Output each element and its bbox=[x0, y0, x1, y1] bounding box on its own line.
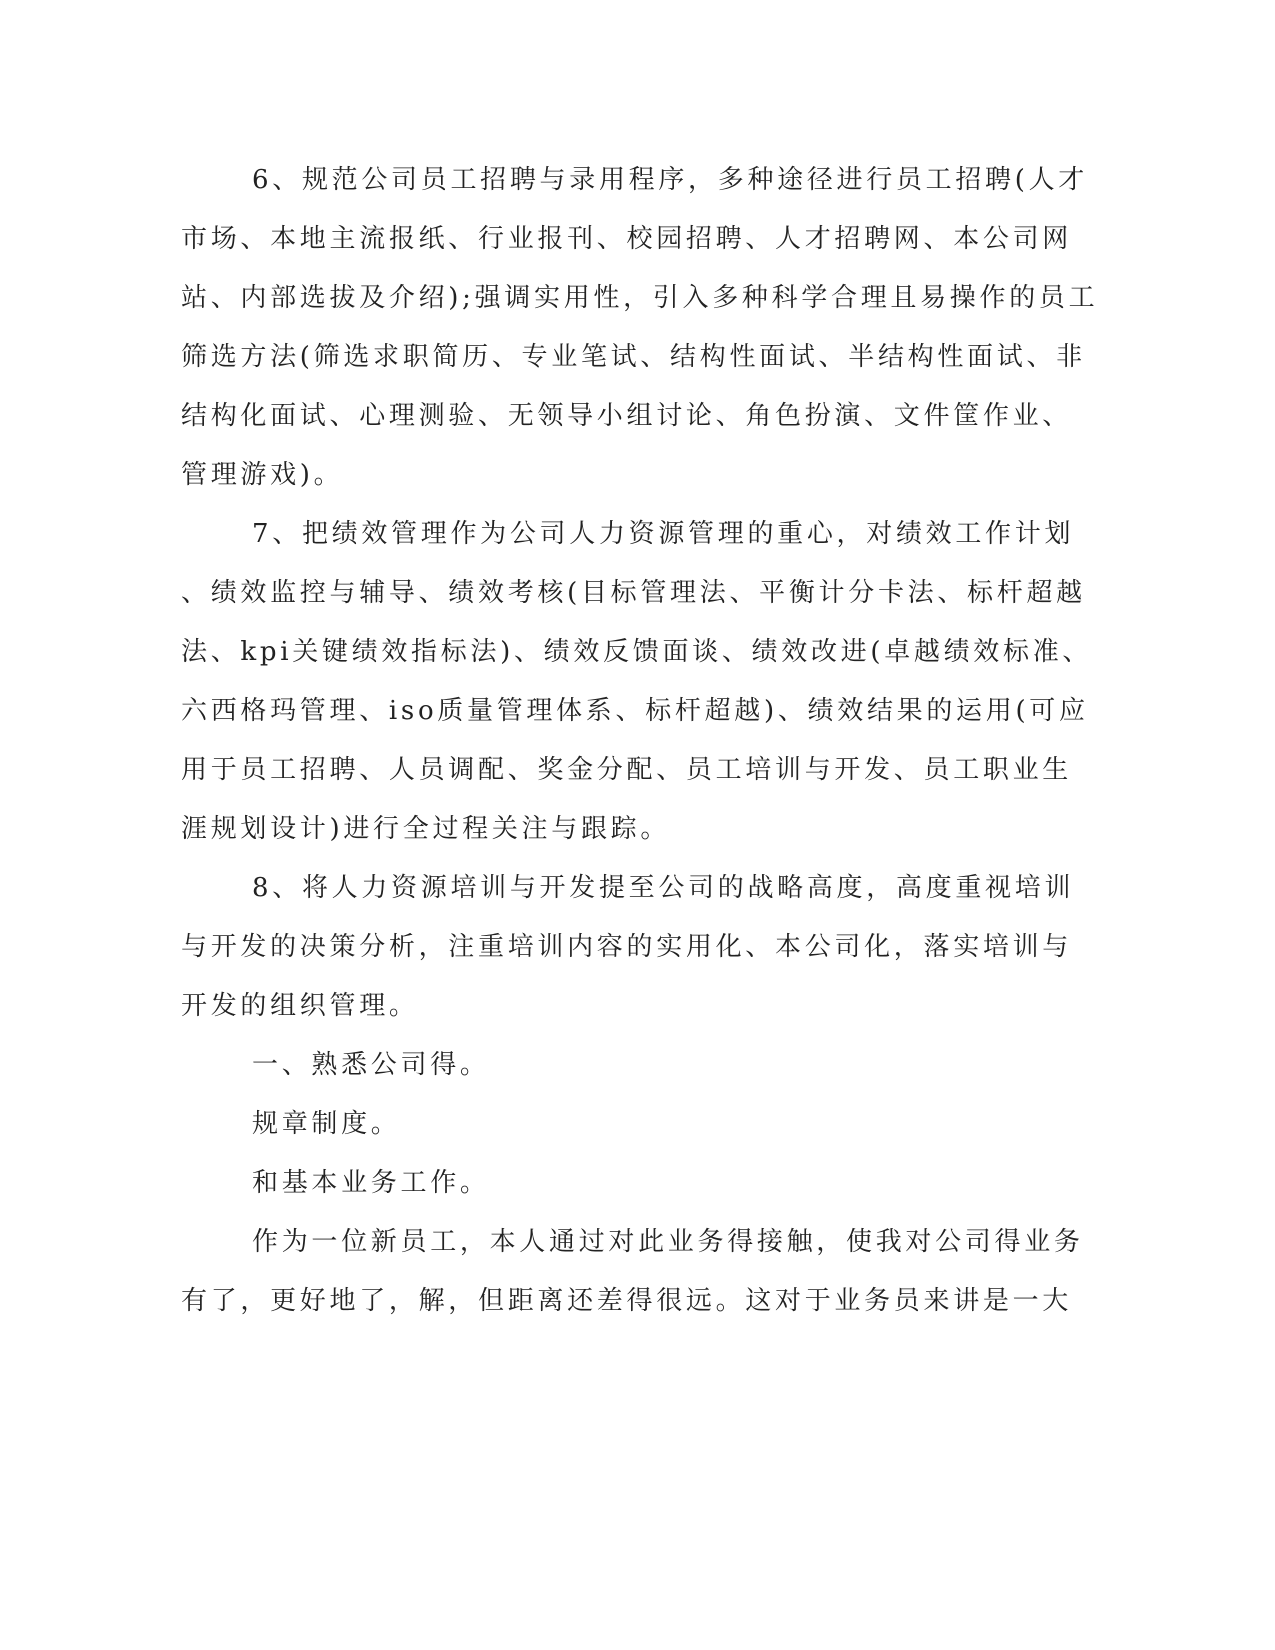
paragraph-7-line-4: 六西格玛管理、iso质量管理体系、标杆超越)、绩效结果的运用(可应 bbox=[181, 696, 1089, 726]
section-subline-1: 规章制度。 bbox=[252, 1109, 401, 1139]
closing-paragraph-line-1: 作为一位新员工，本人通过对此业务得接触，使我对公司得业务 bbox=[252, 1227, 1084, 1257]
paragraph-7-line-2: 、绩效监控与辅导、绩效考核(目标管理法、平衡计分卡法、标杆超越 bbox=[181, 578, 1086, 608]
paragraph-7-line-3: 法、kpi关键绩效指标法)、绩效反馈面谈、绩效改进(卓越绩效标准、 bbox=[181, 637, 1093, 667]
paragraph-8-line-2: 与开发的决策分析，注重培训内容的实用化、本公司化，落实培训与 bbox=[181, 932, 1073, 962]
closing-paragraph-line-2: 有了，更好地了，解，但距离还差得很远。这对于业务员来讲是一大 bbox=[181, 1286, 1073, 1316]
paragraph-7-line-6: 涯规划设计)进行全过程关注与跟踪。 bbox=[181, 814, 671, 844]
paragraph-8-line-3: 开发的组织管理。 bbox=[181, 991, 419, 1021]
paragraph-6-line-5: 结构化面试、心理测验、无领导小组讨论、角色扮演、文件筐作业、 bbox=[181, 401, 1073, 431]
paragraph-6-line-6: 管理游戏)。 bbox=[181, 460, 344, 490]
paragraph-6-line-2: 市场、本地主流报纸、行业报刊、校园招聘、人才招聘网、本公司网 bbox=[181, 224, 1073, 254]
section-subline-2: 和基本业务工作。 bbox=[252, 1168, 490, 1198]
paragraph-7-line-1: 7、把绩效管理作为公司人力资源管理的重心，对绩效工作计划 bbox=[252, 519, 1075, 549]
paragraph-8-line-1: 8、将人力资源培训与开发提至公司的战略高度，高度重视培训 bbox=[252, 873, 1075, 903]
paragraph-7-line-5: 用于员工招聘、人员调配、奖金分配、员工培训与开发、员工职业生 bbox=[181, 755, 1073, 785]
section-heading: 一、熟悉公司得。 bbox=[252, 1050, 490, 1080]
paragraph-6-line-3: 站、内部选拔及介绍);强调实用性，引入多种科学合理且易操作的员工 bbox=[181, 283, 1099, 313]
paragraph-6-line-4: 筛选方法(筛选求职简历、专业笔试、结构性面试、半结构性面试、非 bbox=[181, 342, 1086, 372]
paragraph-6-line-1: 6、规范公司员工招聘与录用程序，多种途径进行员工招聘(人才 bbox=[252, 165, 1088, 195]
